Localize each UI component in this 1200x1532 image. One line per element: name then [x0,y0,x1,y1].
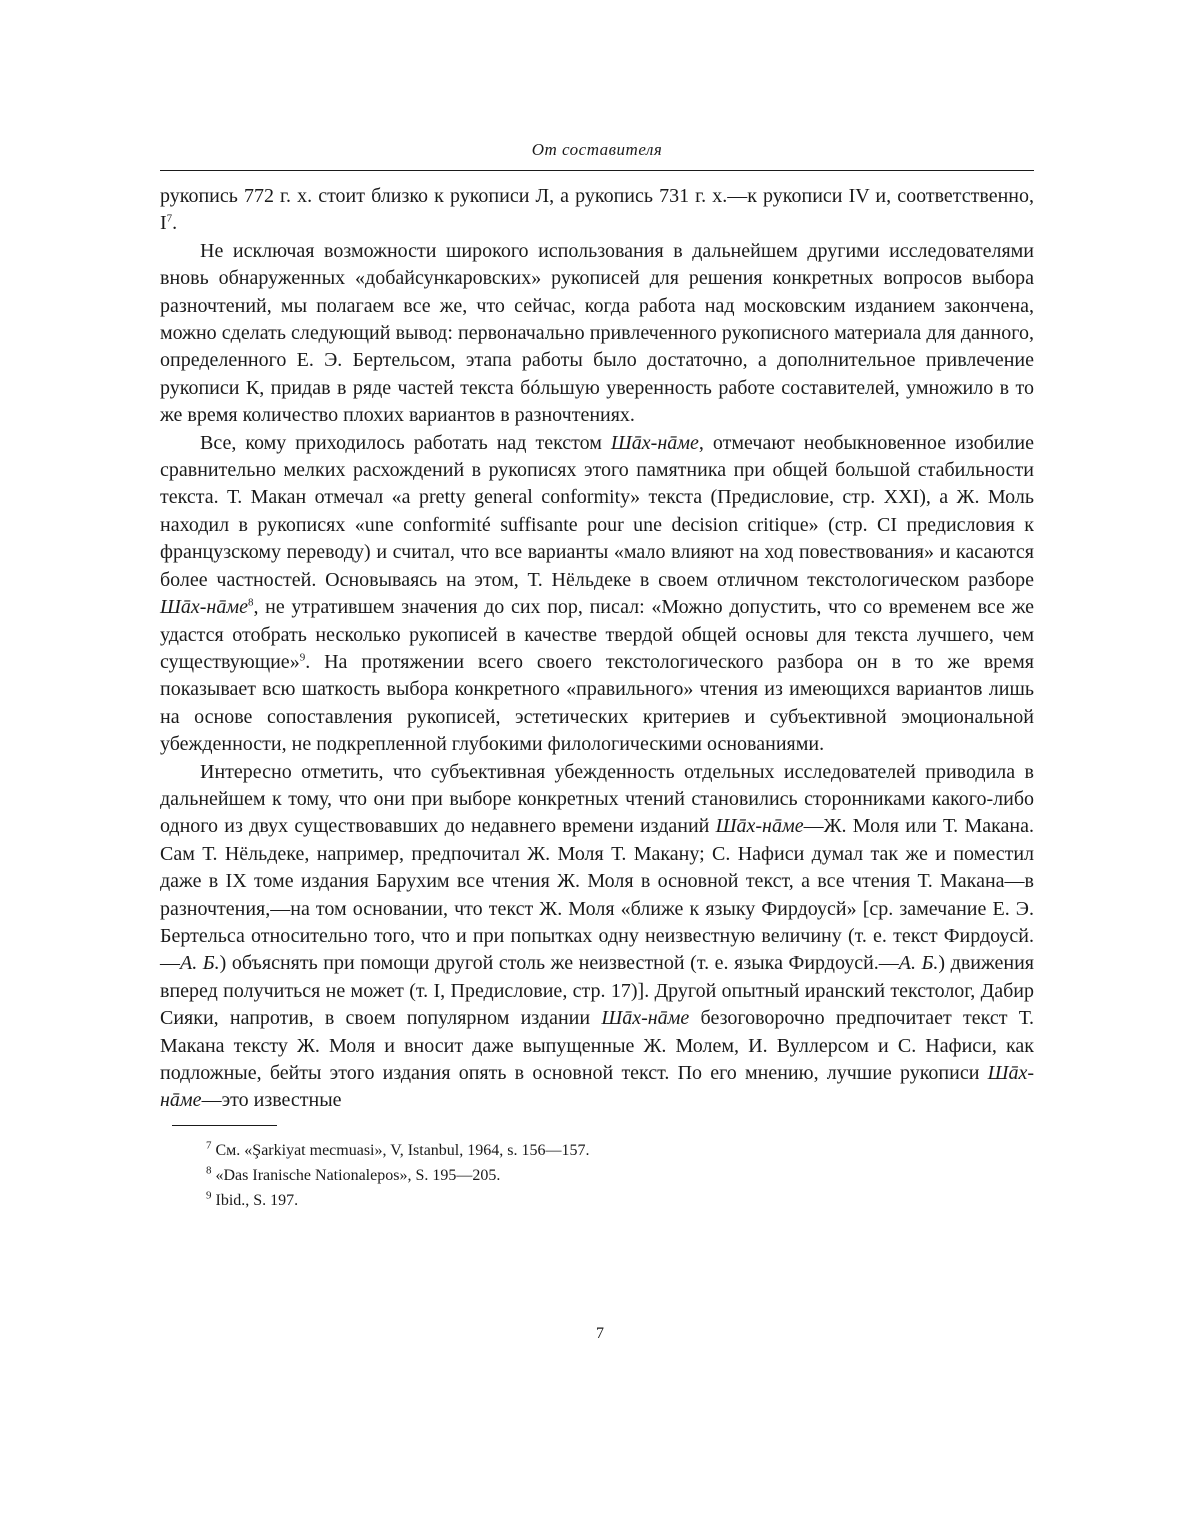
italic-text: А. Б. [180,952,220,975]
running-head: От составителя [531,140,663,159]
footnote-text: См. «Şarkiyat mecmuasi», V, Istanbul, 1964, s. 156—157. [211,1141,590,1159]
italic-text: Шāх-нāме [160,596,248,619]
text-run: безоговорочно предпочитает текст Т. Макана тексту Ж. Моля и вносит даже выпущенные Ж. Молем, И. Вуллерсом и С. Нафиси, как подложные, бейты этого издания опять в основной текст. По его мнению, лучшие рукописи [160,1007,1034,1084]
italic-text: А. Б. [898,952,939,975]
text-run: —Ж. Моля или Т. Макана. Сам Т. Нёльдеке, например, предпочитал Ж. Моля Т. Макану; С. Нафиси думал так же и поместил даже в IX томе издания Барухим все чтения Ж. Моля в основной текст, а все чтения Т. Макана—в разночтения,—на том основании, что текст Ж. Моля «ближе к языку Фирдоусй» [ср. замечание Е. Э. Бертельса относительно того, что и при попытках одну неизвестную величину (т. е. текст Фирдоусй.— [160,815,1034,975]
paragraph [160,183,1034,238]
page-number: 7 [596,1325,604,1342]
text-run: Не исключая возможности широкого использования в дальнейшем другими исследователями вновь обнаруженных «добайсункаровских» рукописей для решения конкретных вопросов выбора разночтений, мы полагаем все же, что сейчас, когда работа над московским изданием закончена, можно сделать следующий вывод: первоначально привлеченного рукописного материала для данного, определенного Е. Э. Бертельсом, этапа работы было достаточно, а дополнительное привлечение рукописи К, придав в ряде частей текста бóльшую уверенность работе составителей, умножило в то же время количество плохих вариантов в разночтениях. [160,239,1034,427]
footnote-number: 9 [206,1189,212,1202]
footnote-separator [172,1125,277,1126]
footnote [160,1188,1034,1213]
paragraph [160,759,1034,1115]
text-run: ) движения вперед получиться не может (т. I, Предисловие, стр. 17)]. Другой опытный иранский текстолог, Дабир Сияки, напротив, в своем популярном издании [160,952,1034,1030]
footnote-ref: 7 [166,212,173,225]
text-run: . [172,212,178,235]
footnote-text: «Das Iranische Nationalepos», S. 195—205. [211,1166,501,1184]
footnote-ref: 8 [247,596,254,609]
body-text [160,183,1034,1115]
footnote-text: Ibid., S. 197. [211,1191,299,1209]
footnote [160,1163,1034,1188]
text-run: , отмечают необыкновенное изобилие сравнительно мелких расхождений в рукописях этого памятника при общей большой стабильности текста. Т. Макан отмечал «a pretty general conformity» текста (Предисловие, стр. XXI), а Ж. Моль находил в рукописях «une conformité suffisante pour une decision critique» (стр. CI предисловия к французскому переводу) и считал, что все варианты «мало влияют на ход повествования» и касаются более частностей. Основываясь на этом, Т. Нёльдеке в своем отличном текстологическом разборе [160,431,1035,591]
italic-text: Шāх-нāме [601,1007,690,1030]
text-run: , не утратившем значения до сих пор, писал: «Можно допустить, что со временем все же удастся отобрать несколько рукописей в качестве твердой общей основы для текста лучшего, чем существующие» [160,596,1034,673]
text-run: рукопись 772 г. х. стоит близко к рукописи Л, а рукопись 731 г. х.—к рукописи IV и, соответственно, I [160,185,1034,235]
text-run: —это известные [201,1089,342,1112]
text-run: ) объяснять при помощи другой столь же неизвестной (т. е. языка Фирдоусй.— [219,952,899,975]
text-run: Все, кому приходилось работать над текстом [200,431,611,454]
paragraph [160,238,1034,430]
document-page [160,140,1034,1213]
text-run: Интересно отметить, что субъективная убежденность отдельных исследователей приводила в дальнейшем к тому, что они при выборе конкретных чтений становились сторонниками какого-либо одного из двух существовавших до недавнего времени изданий [160,760,1034,838]
footnote-number: 8 [206,1164,212,1177]
footnote-ref: 9 [299,651,306,664]
italic-text: Шāх-нāме [610,431,699,454]
italic-text: Шāх-нāме [715,815,804,838]
paragraph [160,430,1034,759]
footnote-number: 7 [206,1139,212,1152]
text-run: . На протяжении всего своего текстологического разбора он в то же время показывает всю шаткость выбора конкретного «правильного» чтения из имеющихся вариантов лишь на основе сопоставления рукописей, эстетических критериев и субъективной эмоциональной убежденности, не подкрепленной глубокими филологическими основаниями. [160,650,1034,756]
footnote [160,1138,1034,1163]
footnotes [160,1138,1034,1213]
italic-text: Шāх-нāме [160,1062,1034,1112]
header-rule [160,170,1034,171]
